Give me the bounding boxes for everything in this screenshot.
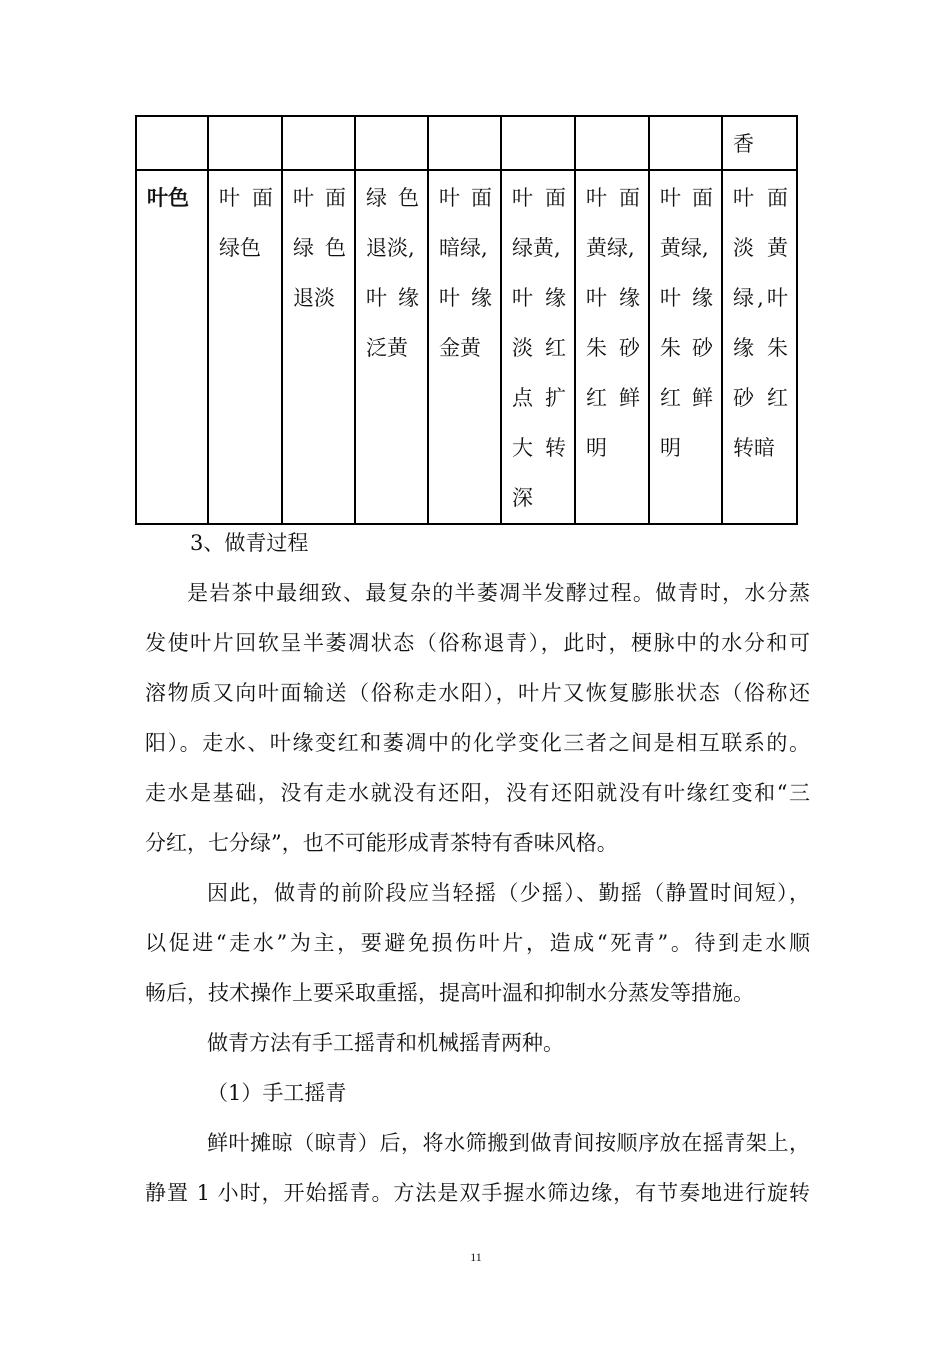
table-cell: 叶 面 绿色 <box>208 170 282 524</box>
paragraph-line: （1）手工摇青 <box>207 1081 347 1105</box>
paragraph-line: 静置 1 小时，开始摇青。方法是双手握水筛边缘，有节奏地进行旋转 <box>145 1181 810 1205</box>
table-cell <box>355 116 428 170</box>
table-cell: 绿 色 退淡, 叶 缘 泛黄 <box>355 170 428 524</box>
paragraph-line: 溶物质又向叶面输送（俗称走水阳），叶片又恢复膨胀状态（俗称还 <box>145 681 810 705</box>
paragraph-line: 鲜叶摊晾（晾青）后，将水筛搬到做青间按顺序放在摇青架上， <box>207 1131 810 1155</box>
paragraph-line: 阳）。走水、叶缘变红和萎凋中的化学变化三者之间是相互联系的。 <box>145 731 810 755</box>
withering-stage-table <box>135 115 798 525</box>
paragraph-line: 分红，七分绿”，也不可能形成青茶特有香味风格。 <box>145 831 618 855</box>
table-cell: 叶 面 暗绿, 叶 缘 金黄 <box>428 170 501 524</box>
table-cell <box>428 116 501 170</box>
paragraph-methods <box>145 1018 810 1068</box>
row-header-leaf-color: 叶色 <box>136 170 208 524</box>
paragraph-line: 畅后，技术操作上要采取重摇，提高叶温和抑制水分蒸发等措施。 <box>145 981 754 1005</box>
paragraph-line: 因此，做青的前阶段应当轻摇（少摇）、勤摇（静置时间短）， <box>207 881 810 905</box>
paragraph-shaking-strategy <box>145 868 810 1018</box>
table-cell: 叶 面 黄绿, 叶 缘 朱 砂 红 鲜 明 <box>575 170 649 524</box>
table-cell: 叶 面 绿 色 退淡 <box>282 170 355 524</box>
table-row-leaf-color <box>136 170 797 524</box>
table-cell: 香 <box>722 116 797 170</box>
table-cell: 叶 面 黄绿, 叶 缘 朱 砂 红 鲜 明 <box>649 170 722 524</box>
table-cell: 叶 面 绿黄, 叶 缘 淡 红 点 扩 大 转 深 <box>501 170 575 524</box>
page-number: 11 <box>470 1250 482 1264</box>
table-cell <box>575 116 649 170</box>
paragraph-line: 发使叶片回软呈半萎凋状态（俗称退青），此时，梗脉中的水分和可 <box>145 631 810 655</box>
table-cell <box>208 116 282 170</box>
subheading-manual-shaking <box>145 1068 810 1118</box>
paragraph-manual-shaking <box>145 1118 810 1218</box>
table-cell <box>649 116 722 170</box>
table-cell <box>136 116 208 170</box>
table-cell <box>282 116 355 170</box>
paragraph-line: 是岩茶中最细致、最复杂的半萎凋半发酵过程。做青时，水分蒸 <box>187 581 810 605</box>
paragraph-process-description <box>145 568 810 868</box>
paragraph-line: 以促进“走水”为主，要避免损伤叶片，造成“死青”。待到走水顺 <box>145 931 810 955</box>
table-row-aroma-continuation <box>136 116 797 170</box>
paragraph-line: 做青方法有手工摇青和机械摇青两种。 <box>207 1031 564 1055</box>
paragraph-line: 走水是基础，没有走水就没有还阳，没有还阳就没有叶缘红变和“三 <box>145 781 810 805</box>
section-heading: 3、做青过程 <box>190 531 309 555</box>
table-cell: 叶 面 淡 黄 绿,叶 缘 朱 砂 红 转暗 <box>722 170 797 524</box>
table-cell <box>501 116 575 170</box>
